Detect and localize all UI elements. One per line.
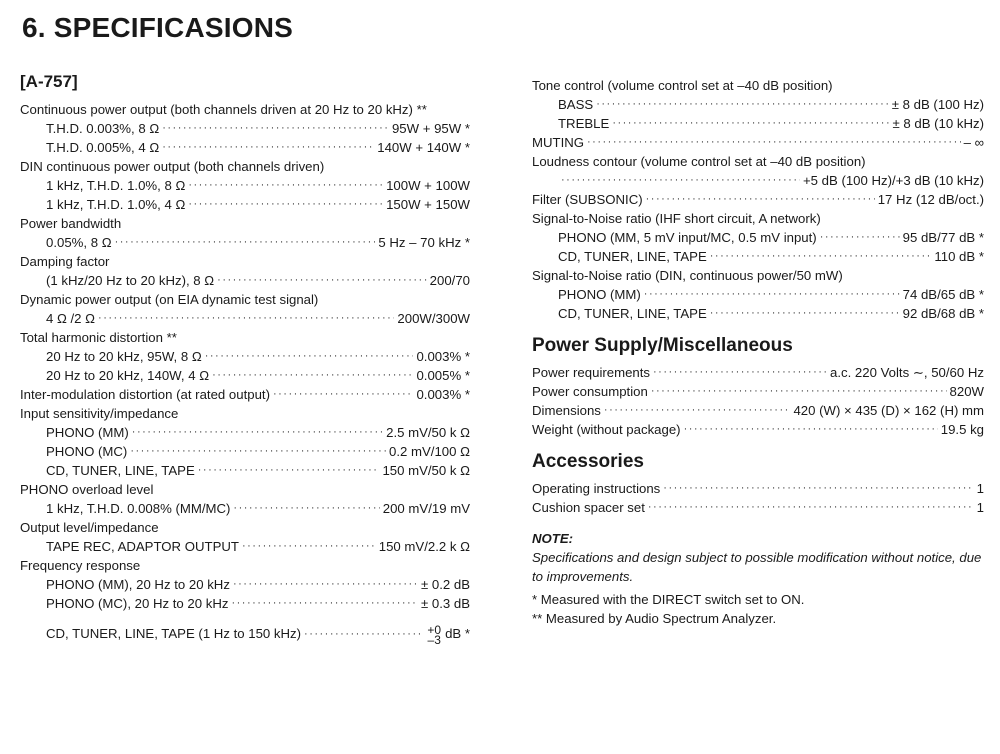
spec-row <box>20 575 470 594</box>
spec-value: ± 8 dB (10 kHz) <box>892 116 984 131</box>
spec-label: Power consumption <box>532 384 648 399</box>
spec-row <box>532 247 984 266</box>
spec-label: PHONO (MM), 20 Hz to 20 kHz <box>46 577 230 592</box>
spec-label: Operating instructions <box>532 481 661 496</box>
dot-leader <box>644 285 900 304</box>
spec-group-label: Frequency response <box>20 558 141 573</box>
spec-label: Cushion spacer set <box>532 500 645 515</box>
spec-value: 17 Hz (12 dB/oct.) <box>877 192 984 207</box>
spec-row <box>20 176 470 195</box>
spec-label: 1 kHz, T.H.D. 0.008% (MM/MC) <box>46 501 231 516</box>
spec-row <box>532 114 984 133</box>
spec-group-label: Signal-to-Noise ratio (DIN, continuous power/50 mW) <box>532 268 843 283</box>
dot-leader <box>212 366 413 385</box>
accessories-heading: Accessories <box>532 451 644 472</box>
spec-value: 1 <box>976 500 984 515</box>
spec-group-label: DIN continuous power output (both channels driven) <box>20 159 325 174</box>
spec-value: 1 <box>976 481 984 496</box>
spec-group-label: Signal-to-Noise ratio (IHF short circuit, A network) <box>532 211 821 226</box>
dot-leader <box>587 133 961 152</box>
spec-value: 2.5 mV/50 k Ω <box>386 425 470 440</box>
dot-leader <box>596 95 889 114</box>
spec-value: 5 Hz – 70 kHz * <box>378 235 470 250</box>
dot-leader <box>646 190 875 209</box>
spec-row <box>20 594 470 613</box>
spec-label: TREBLE <box>558 116 610 131</box>
spec-label: 1 kHz, T.H.D. 1.0%, 8 Ω <box>46 178 186 193</box>
spec-row <box>532 363 984 382</box>
spec-group-label: Total harmonic distortion ** <box>20 330 177 345</box>
tolerance-fraction <box>427 622 442 647</box>
spec-row <box>20 309 470 328</box>
spec-row <box>532 171 984 190</box>
spec-value: 100W + 100W <box>386 178 470 193</box>
dot-leader <box>98 309 394 328</box>
spec-label: MUTING <box>532 135 585 150</box>
spec-row <box>532 420 984 439</box>
footnote-1: * Measured with the DIRECT switch set to ON. <box>532 592 805 607</box>
right-spec-list <box>532 76 984 323</box>
tolerance-upper: +0 <box>427 622 442 637</box>
spec-label: Inter-modulation distortion (at rated output) <box>20 387 270 402</box>
spec-row <box>20 347 470 366</box>
power-spec-list <box>532 363 984 439</box>
spec-row <box>20 499 470 518</box>
right-column <box>532 76 984 628</box>
spec-value: 0.003% * <box>416 387 470 402</box>
spec-row <box>20 233 470 252</box>
dot-leader <box>217 271 426 290</box>
spec-label: 0.05%, 8 Ω <box>46 235 112 250</box>
dot-leader <box>231 594 418 613</box>
spec-row <box>532 285 984 304</box>
spec-group-label: Tone control (volume control set at –40 dB position) <box>532 78 833 93</box>
dot-leader <box>242 537 376 556</box>
dot-leader <box>304 619 424 649</box>
spec-row <box>532 479 984 498</box>
spec-row <box>20 385 470 404</box>
spec-value: 140W + 140W * <box>377 140 470 155</box>
spec-label: BASS <box>558 97 594 112</box>
spec-label: PHONO (MC) <box>46 444 128 459</box>
spec-value: 820W <box>949 384 984 399</box>
spec-value: 95W + 95W * <box>391 121 470 136</box>
spec-row <box>532 228 984 247</box>
dot-leader <box>233 499 379 518</box>
dot-leader <box>820 228 900 247</box>
left-spec-list <box>20 100 470 649</box>
spec-label: Weight (without package) <box>532 422 681 437</box>
left-column <box>20 72 470 649</box>
dot-leader <box>684 420 938 439</box>
spec-group-label: Damping factor <box>20 254 110 269</box>
spec-value: – ∞ <box>963 135 984 150</box>
dot-leader <box>710 304 900 323</box>
power-supply-heading: Power Supply/Miscellaneous <box>532 335 793 356</box>
dot-leader <box>130 442 386 461</box>
spec-row <box>20 271 470 290</box>
spec-value: 200/70 <box>429 273 470 288</box>
page-title: 6. SPECIFICASIONS <box>22 12 294 43</box>
accessories-list <box>532 479 984 517</box>
spec-row <box>20 119 470 138</box>
dot-leader <box>612 114 889 133</box>
tolerance-lower: –3 <box>427 632 441 647</box>
spec-label: 4 Ω /2 Ω <box>46 311 96 326</box>
dot-leader <box>205 347 414 366</box>
dot-leader <box>188 176 383 195</box>
spec-label: 20 Hz to 20 kHz, 95W, 8 Ω <box>46 349 202 364</box>
spec-value: 0.2 mV/100 Ω <box>389 444 470 459</box>
spec-group-label: Power bandwidth <box>20 216 122 231</box>
spec-row <box>20 138 470 157</box>
spec-label: (1 kHz/20 Hz to 20 kHz), 8 Ω <box>46 273 215 288</box>
spec-label: PHONO (MM) <box>558 287 641 302</box>
spec-row <box>532 190 984 209</box>
spec-value: 74 dB/65 dB * <box>902 287 984 302</box>
spec-value: ± 0.2 dB <box>420 577 470 592</box>
note-text: Specifications and design subject to possible modification without notice, due to improvements. <box>532 550 982 584</box>
spec-label: PHONO (MC), 20 Hz to 20 kHz <box>46 596 229 611</box>
spec-row <box>532 95 984 114</box>
spec-label: CD, TUNER, LINE, TAPE <box>558 306 707 321</box>
spec-value: 200 mV/19 mV <box>382 501 470 516</box>
dot-leader <box>132 423 383 442</box>
dot-leader <box>115 233 376 252</box>
spec-value: 0.003% * <box>416 349 470 364</box>
spec-value: 95 dB/77 dB * <box>902 230 984 245</box>
spec-group-label: Loudness contour (volume control set at –40 dB position) <box>532 154 866 169</box>
spec-value: ± 0.3 dB <box>420 596 470 611</box>
spec-value: 150 mV/2.2 k Ω <box>378 539 470 554</box>
spec-label: T.H.D. 0.005%, 4 Ω <box>46 140 160 155</box>
spec-row <box>20 461 470 480</box>
spec-group-label: Continuous power output (both channels driven at 20 Hz to 20 kHz) ** <box>20 102 427 117</box>
spec-value: 92 dB/68 dB * <box>902 306 984 321</box>
dot-leader <box>162 119 389 138</box>
spec-row <box>532 382 984 401</box>
spec-value <box>427 619 470 649</box>
spec-value: 19.5 kg <box>940 422 984 437</box>
spec-value: 0.005% * <box>416 368 470 383</box>
spec-label: Filter (SUBSONIC) <box>532 192 643 207</box>
spec-label: 20 Hz to 20 kHz, 140W, 4 Ω <box>46 368 210 383</box>
spec-row <box>532 498 984 517</box>
spec-row <box>532 401 984 420</box>
spec-row <box>532 133 984 152</box>
spec-group-label: Output level/impedance <box>20 520 159 535</box>
dot-leader <box>663 479 973 498</box>
dot-leader <box>651 382 947 401</box>
dot-leader <box>162 138 374 157</box>
spec-value: +5 dB (100 Hz)/+3 dB (10 kHz) <box>802 173 984 188</box>
spec-label: Dimensions <box>532 403 601 418</box>
tolerance-unit: dB * <box>445 626 470 641</box>
spec-row <box>20 366 470 385</box>
spec-value: 150 mV/50 k Ω <box>382 463 470 478</box>
spec-value: ± 8 dB (100 Hz) <box>891 97 984 112</box>
dot-leader <box>604 401 791 420</box>
spec-row <box>20 423 470 442</box>
spec-label: 1 kHz, T.H.D. 1.0%, 4 Ω <box>46 197 186 212</box>
spec-value: 110 dB * <box>934 249 984 264</box>
dot-leader <box>561 171 800 190</box>
note-title: NOTE: <box>532 531 574 546</box>
dot-leader <box>233 575 418 594</box>
spec-row <box>20 195 470 214</box>
spec-value: 150W + 150W <box>386 197 470 212</box>
spec-label: TAPE REC, ADAPTOR OUTPUT <box>46 539 239 554</box>
dot-leader <box>273 385 414 404</box>
spec-value: 200W/300W <box>397 311 470 326</box>
spec-row <box>20 619 470 649</box>
spec-label: CD, TUNER, LINE, TAPE <box>558 249 707 264</box>
spec-row <box>20 537 470 556</box>
dot-leader <box>648 498 974 517</box>
footnote-2: ** Measured by Audio Spectrum Analyzer. <box>532 611 777 626</box>
spec-label: T.H.D. 0.003%, 8 Ω <box>46 121 160 136</box>
spec-value: 420 (W) × 435 (D) × 162 (H) mm <box>793 403 984 418</box>
dot-leader <box>653 363 827 382</box>
dot-leader <box>188 195 383 214</box>
spec-value: a.c. 220 Volts ∼, 50/60 Hz <box>830 365 984 380</box>
spec-label: CD, TUNER, LINE, TAPE (1 Hz to 150 kHz) <box>46 626 302 641</box>
spec-group-label: Input sensitivity/impedance <box>20 406 179 421</box>
spec-label: Power requirements <box>532 365 651 380</box>
spec-group-label: PHONO overload level <box>20 482 154 497</box>
model-heading: [A-757] <box>20 72 78 91</box>
spec-label: PHONO (MM) <box>46 425 129 440</box>
spec-group-label: Dynamic power output (on EIA dynamic test signal) <box>20 292 319 307</box>
dot-leader <box>710 247 932 266</box>
spec-label: PHONO (MM, 5 mV input/MC, 0.5 mV input) <box>558 230 817 245</box>
spec-row <box>532 304 984 323</box>
dot-leader <box>198 461 380 480</box>
spec-row <box>20 442 470 461</box>
spec-label: CD, TUNER, LINE, TAPE <box>46 463 195 478</box>
